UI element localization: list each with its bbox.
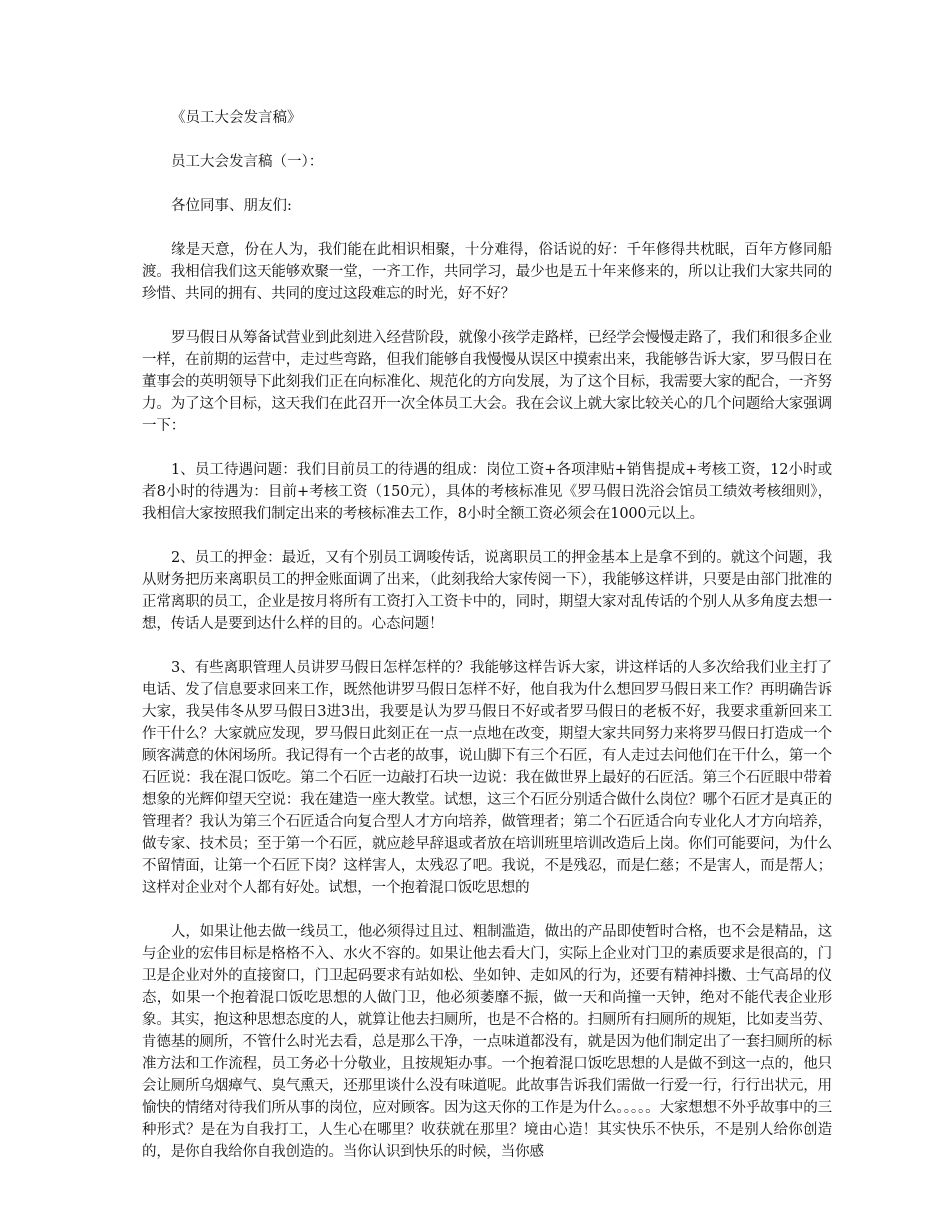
paragraph-3: 1、员工待遇问题：我们目前员工的待遇的组成：岗位工资+各项津贴+销售提成+考核工资，12小时或者8小时的待遇为：目前+考核工资（150元），具体的考核标准见《罗马假日洗浴会馆员工绩效考核细则》，我相信大家按照我们制定出来的考核标准去工作，8小时全额工资必须会在1000元以上。 <box>142 462 832 522</box>
paragraph-2: 罗马假日从筹备试营业到此刻进入经营阶段，就像小孩学走路样，已经学会慢慢走路了，我们和很多企业一样，在前期的运营中，走过些弯路，但我们能够自我慢慢从误区中摸索出来，我能够告诉大家，罗马假日在董事会的英明领导下此刻我们正在向标准化、规范化的方向发展，为了这个目标，我需要大家的配合，一齐努力。为了这个目标，这天我们在此召开一次全体员工大会。我在会议上就大家比较关心的几个问题给大家强调一下： <box>142 330 832 434</box>
paragraph-6: 人，如果让他去做一线员工，他必须得过且过、粗制滥造，做出的产品即使暂时合格，也不会是精品，这与企业的宏伟目标是格格不入、水火不容的。如果让他去看大门，实际上企业对门卫的素质要求是很高的，门卫是企业对外的直接窗口，门卫起码要求有站如松、坐如钟、走如风的行为，还要有精神抖擞、士气高昂的仪态，如果一个抱着混口饭吃思想的人做门卫，他必须萎靡不振，做一天和尚撞一天钟，绝对不能代表企业形象。其实，抱这种思想态度的人，就算让他去扫厕所，也是不合格的。扫厕所有扫厕所的规矩，比如麦当劳、肯德基的厕所，不管什么时光去看，总是那么干净，一点味道都没有，就是因为他们制定出了一套扫厕所的标准方法和工作流程，员工务必十分敬业，且按规矩办事。一个抱着混口饭吃思想的人是做不到这一点的，他只会让厕所乌烟瘴气、臭气熏天，还那里谈什么没有味道呢。此故事告诉我们需做一行爱一行，行行出状元，用愉快的情绪对待我们所从事的岗位，应对顾客。因为这天你的工作是为什么。。。。。大家想想不外乎故事中的三种形式？是在为自我打工，人生心在哪里？收获就在那里？境由心造！其实快乐不快乐，不是别人给你创造的，是你自我给你自我创造的。当你认识到快乐的时候，当你感 <box>142 924 832 1160</box>
document-page <box>142 107 832 1185</box>
paragraph-1: 缘是天意，份在人为，我们能在此相识相聚，十分难得，俗话说的好：千年修得共枕眠，百年方修同船渡。我相信我们这天能够欢聚一堂，一齐工作，共同学习，最少也是五十年来修来的，所以让我们大家共同的珍惜、共同的拥有、共同的度过这段难忘的时光，好不好？ <box>142 242 832 302</box>
document-subtitle: 员工大会发言稿（一）： <box>171 154 324 170</box>
paragraph-5: 3、有些离职管理人员讲罗马假日怎样怎样的？我能够这样告诉大家，讲这样话的人多次给我们业主打了电话、发了信息要求回来工作，既然他讲罗马假日怎样不好，他自我为什么想回罗马假日来工作？再明确告诉大家，我吴伟冬从罗马假日3进3出，我要是认为罗马假日不好或者罗马假日的老板不好，我要求重新回来工作干什么？大家就应发现，罗马假日此刻正在一点一点地在改变，期望大家共同努力来将罗马假日打造成一个顾客满意的休闲场所。我记得有一个古老的故事，说山脚下有三个石匠，有人走过去问他们在干什么，第一个石匠说：我在混口饭吃。第二个石匠一边敲打石块一边说：我在做世界上最好的石匠活。第三个石匠眼中带着想象的光辉仰望天空说：我在建造一座大教堂。试想，这三个石匠分别适合做什么岗位？哪个石匠才是真正的管理者？我认为第三个石匠适合向复合型人才方向培养，做管理者；第二个石匠适合向专业化人才方向培养，做专家、技术员；至于第一个石匠，就应趁早辞退或者放在培训班里培训改造后上岗。你们可能要问，为什么不留情面，让第一个石匠下岗？这样害人，太残忍了吧。我说，不是残忍，而是仁慈；不是害人，而是帮人；这样对企业对个人都有好处。试想，一个抱着混口饭吃思想的 <box>142 660 832 896</box>
paragraph-4: 2、员工的押金：最近，又有个别员工调唆传话，说离职员工的押金基本上是拿不到的。就这个问题，我从财务把历来离职员工的押金账面调了出来，（此刻我给大家传阅一下），我能够这样讲，只要是由部门批准的正常离职的员工，企业是按月将所有工资打入工资卡中的，同时，期望大家对乱传话的个别人从多角度去想一想，传话人是要到达什么样的目的。心态问题！ <box>142 550 832 632</box>
document-title: 《员工大会发言稿》 <box>171 110 302 126</box>
document-greeting: 各位同事、朋友们: <box>171 198 292 214</box>
